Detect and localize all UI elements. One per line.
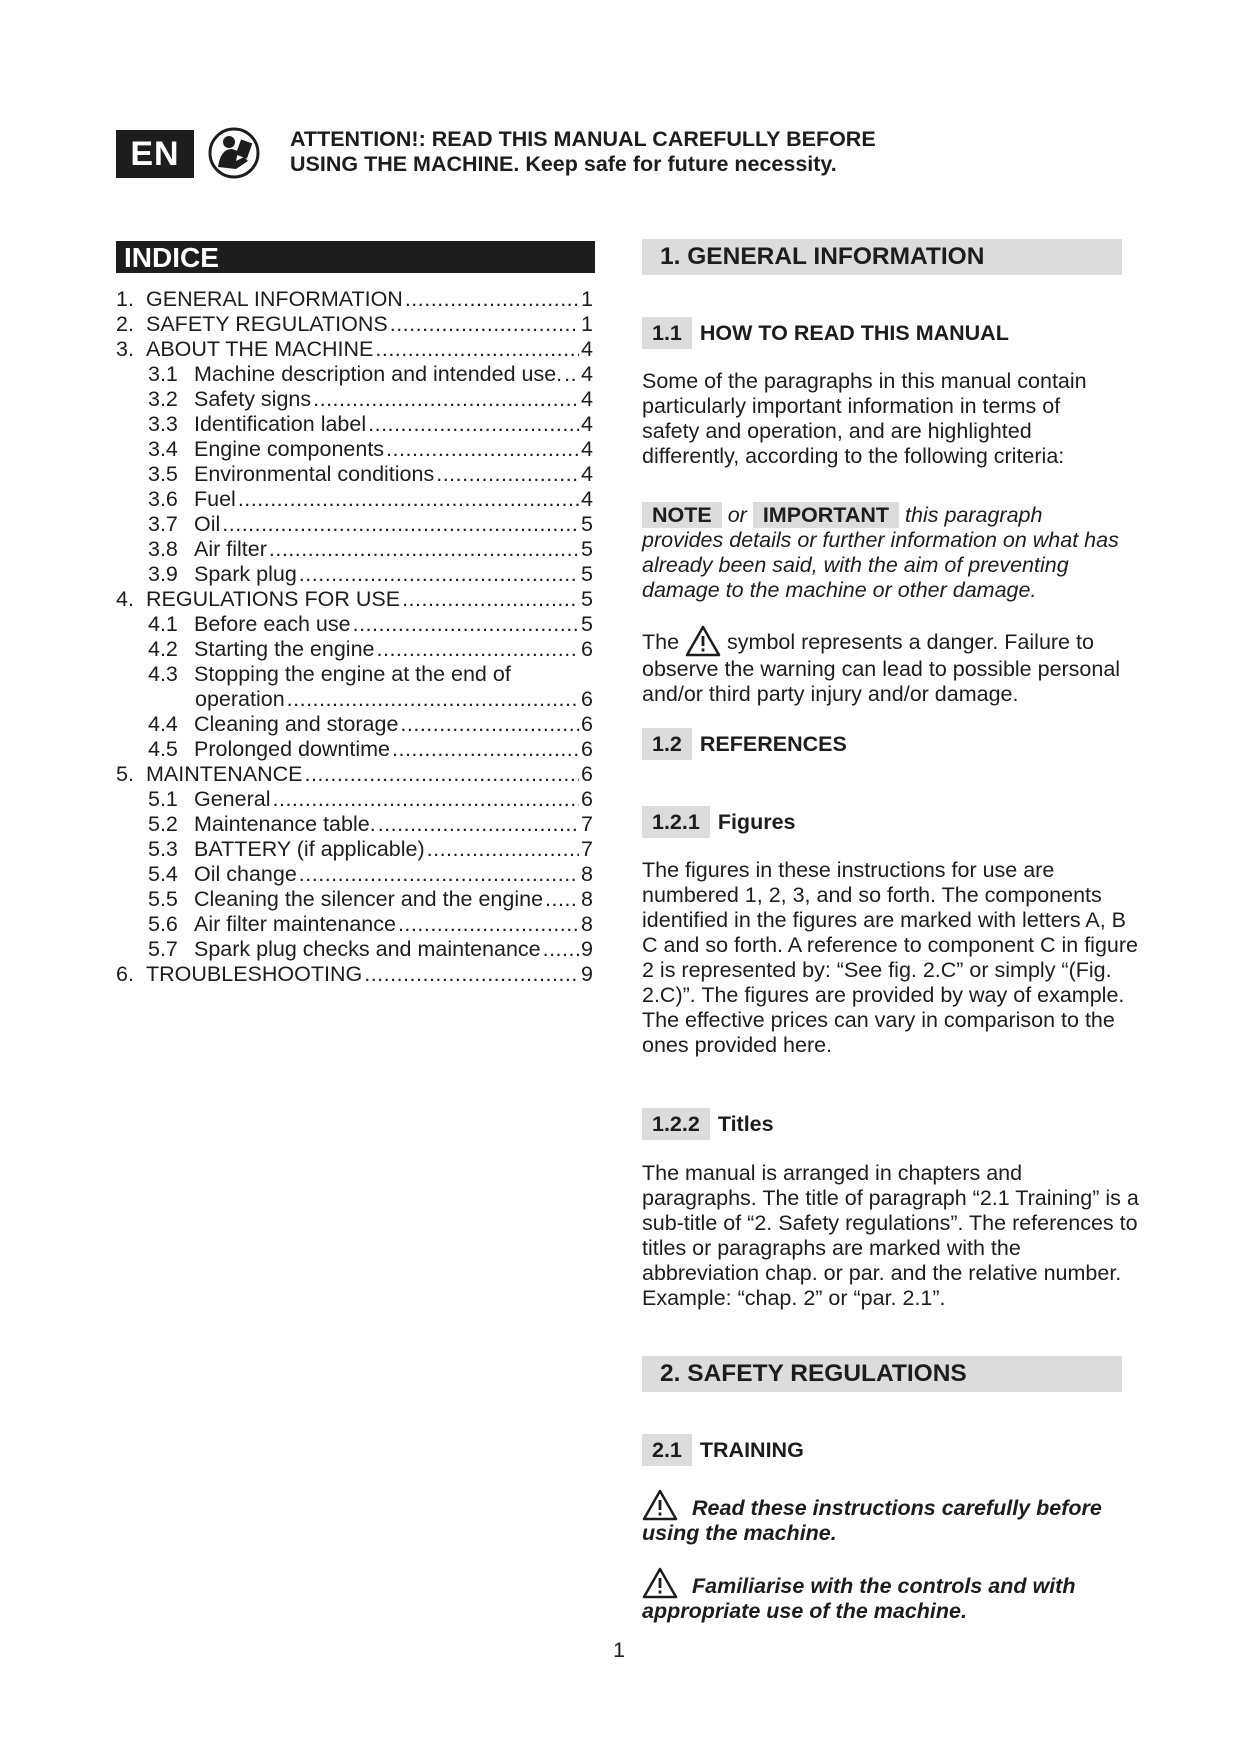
toc-item-page: 5 bbox=[581, 537, 593, 561]
toc-item-title: Prolonged downtime bbox=[194, 737, 391, 761]
toc-item-title: Air filter maintenance bbox=[194, 912, 396, 936]
page-number: 1 bbox=[613, 1638, 625, 1662]
toc-item-page: 9 bbox=[581, 962, 593, 986]
toc-item-number: 4. bbox=[116, 587, 134, 611]
toc-dot-leader bbox=[390, 312, 579, 337]
section-2-heading: 2. SAFETY REGULATIONS bbox=[642, 1356, 1122, 1392]
toc-dot-leader bbox=[287, 687, 579, 712]
toc-item-title: BATTERY (if applicable) bbox=[194, 837, 425, 861]
toc-item-page: 6 bbox=[581, 737, 593, 761]
toc-dot-leader bbox=[377, 637, 580, 662]
toc-item-page: 5 bbox=[581, 612, 593, 636]
toc-item-number: 5.5 bbox=[148, 887, 178, 911]
toc-item-title: Engine components bbox=[194, 437, 385, 461]
toc-item-page: 9 bbox=[581, 937, 593, 961]
read-manual-icon bbox=[208, 127, 260, 179]
toc-item-title: Fuel bbox=[194, 487, 236, 511]
note-paragraph bbox=[642, 502, 1122, 603]
note-text: this paragraph provides details or further information on what has already been said, with the aim of preventing damage to the machine or other damage. bbox=[642, 503, 1119, 602]
section-number: 1.2 bbox=[642, 728, 692, 760]
language-badge: EN bbox=[116, 130, 194, 178]
toc-item-number: 5.4 bbox=[148, 862, 178, 886]
toc-item-page: 5 bbox=[581, 562, 593, 586]
toc-item-title: Before each use bbox=[194, 612, 351, 636]
toc-item-page: 6 bbox=[581, 712, 593, 736]
important-tag: IMPORTANT bbox=[753, 502, 899, 528]
toc-item bbox=[116, 587, 593, 612]
toc-item-page: 1 bbox=[581, 312, 593, 336]
toc-item bbox=[148, 412, 593, 437]
toc-item-page: 5 bbox=[581, 512, 593, 536]
toc-item-page: 7 bbox=[581, 837, 593, 861]
toc-item-title: Oil change bbox=[194, 862, 297, 886]
toc-item bbox=[195, 687, 593, 712]
toc-item-title: operation bbox=[195, 687, 285, 711]
toc-item bbox=[148, 737, 593, 762]
toc-dot-leader bbox=[353, 612, 579, 637]
toc-item bbox=[148, 862, 593, 887]
section-1-1-body: Some of the paragraphs in this manual contain particularly important information in terms of safety and operation, and are highlighted differently, according to the following criteria: bbox=[642, 369, 1087, 468]
toc-item-page: 6 bbox=[581, 637, 593, 661]
toc-item-page: 4 bbox=[581, 387, 593, 411]
attention-notice bbox=[290, 127, 876, 177]
toc-item bbox=[116, 337, 593, 362]
section-title: REFERENCES bbox=[699, 732, 847, 756]
section-number: 2.1 bbox=[642, 1434, 692, 1466]
section-1-heading: 1. GENERAL INFORMATION bbox=[642, 239, 1122, 275]
toc-dot-leader bbox=[378, 812, 579, 837]
toc-item-number: 5.1 bbox=[148, 787, 178, 811]
toc-item bbox=[148, 487, 593, 512]
toc-item-page: 5 bbox=[581, 587, 593, 611]
toc-dot-leader bbox=[269, 537, 579, 562]
toc-item bbox=[148, 537, 593, 562]
danger-symbol-paragraph bbox=[642, 625, 1132, 707]
toc-item-page: 7 bbox=[581, 812, 593, 836]
toc-item bbox=[148, 662, 593, 687]
toc-item-number: 3.7 bbox=[148, 512, 178, 536]
toc-dot-leader bbox=[299, 562, 579, 587]
section-title: TRAINING bbox=[699, 1438, 804, 1462]
section-number: 1.1 bbox=[642, 317, 692, 349]
warning-triangle-icon bbox=[642, 1567, 678, 1599]
toc-item bbox=[148, 637, 593, 662]
section-title: Figures bbox=[717, 810, 796, 834]
toc-item bbox=[148, 937, 593, 962]
toc-item-number: 3.4 bbox=[148, 437, 178, 461]
warning-triangle-icon bbox=[642, 1489, 678, 1521]
toc-item-page: 4 bbox=[581, 412, 593, 436]
toc-item bbox=[148, 362, 593, 387]
toc-item-number: 4.4 bbox=[148, 712, 178, 736]
toc-item bbox=[148, 437, 593, 462]
section-1-1-heading bbox=[642, 317, 1009, 349]
toc-item-page: 4 bbox=[581, 462, 593, 486]
toc-item bbox=[148, 787, 593, 812]
toc-item bbox=[148, 387, 593, 412]
toc-item-number: 3. bbox=[116, 337, 134, 361]
section-title: HOW TO READ THIS MANUAL bbox=[699, 321, 1009, 345]
toc-item bbox=[116, 287, 593, 312]
toc-item-title: Environmental conditions bbox=[194, 462, 435, 486]
toc-title: INDICE bbox=[116, 241, 595, 273]
toc-item-title: Air filter bbox=[194, 537, 267, 561]
toc-item bbox=[116, 312, 593, 337]
attention-line-1: ATTENTION!: READ THIS MANUAL CAREFULLY BEFORE bbox=[290, 127, 876, 151]
note-or: or bbox=[727, 503, 747, 527]
section-number: 1.2.2 bbox=[642, 1108, 710, 1140]
toc-dot-leader bbox=[386, 437, 579, 462]
toc-item-page: 8 bbox=[581, 862, 593, 886]
toc-dot-leader bbox=[436, 462, 579, 487]
section-1-2-1-body: The figures in these instructions for use are numbered 1, 2, 3, and so forth. The components identified in the figures are marked with letters A, B C and so forth. A reference to component C in figure 2 is represented by: “See fig. 2.C” or simply “(Fig. 2.C)”. The figures are provided by way of example. The effective prices can vary in comparison to the ones provided here. bbox=[642, 858, 1138, 1057]
section-title: Titles bbox=[717, 1112, 774, 1136]
toc-item-title: Cleaning the silencer and the engine bbox=[194, 887, 544, 911]
toc-item-page: 4 bbox=[581, 362, 593, 386]
toc-item-title: Identification label bbox=[194, 412, 367, 436]
toc-item-title: General bbox=[194, 787, 271, 811]
toc-item-title: MAINTENANCE bbox=[146, 762, 303, 786]
toc-item-page: 1 bbox=[581, 287, 593, 311]
toc-item-number: 3.9 bbox=[148, 562, 178, 586]
toc-item-title: Starting the engine bbox=[194, 637, 375, 661]
toc-item bbox=[148, 887, 593, 912]
toc-item bbox=[148, 512, 593, 537]
toc-item-title: Spark plug bbox=[194, 562, 297, 586]
attention-line-2: USING THE MACHINE. Keep safe for future necessity. bbox=[290, 152, 837, 176]
toc-item-title: Safety signs bbox=[194, 387, 312, 411]
toc-item-number: 4.3 bbox=[148, 662, 178, 686]
toc-item-number: 6. bbox=[116, 962, 134, 986]
section-number: 1.2.1 bbox=[642, 806, 710, 838]
symbol-pre: The bbox=[642, 630, 680, 654]
toc-dot-leader bbox=[273, 787, 580, 812]
toc-dot-leader bbox=[564, 362, 579, 387]
toc-item-title: GENERAL INFORMATION bbox=[146, 287, 403, 311]
warning-text: Familiarise with the controls and with appropriate use of the machine. bbox=[642, 1574, 1076, 1623]
toc-item-title: Cleaning and storage bbox=[194, 712, 399, 736]
symbol-post: symbol represents a danger. Failure to observe the warning can lead to possible personal and/or third party injury and/or damage. bbox=[642, 630, 1121, 706]
toc-dot-leader bbox=[543, 937, 579, 962]
warning-text: Read these instructions carefully before using the machine. bbox=[642, 1496, 1102, 1545]
toc-item-number: 3.1 bbox=[148, 362, 178, 386]
toc-item bbox=[116, 962, 593, 987]
note-tag: NOTE bbox=[642, 502, 722, 528]
section-2-1-heading bbox=[642, 1434, 804, 1466]
toc-item-number: 3.6 bbox=[148, 487, 178, 511]
toc-item-page: 4 bbox=[581, 487, 593, 511]
toc-dot-leader bbox=[392, 737, 579, 762]
toc-item-number: 4.1 bbox=[148, 612, 178, 636]
toc-item-title: Oil bbox=[194, 512, 221, 536]
toc-item-number: 3.3 bbox=[148, 412, 178, 436]
toc-item-page: 6 bbox=[581, 762, 593, 786]
toc-dot-leader bbox=[364, 962, 579, 987]
toc-dot-leader bbox=[405, 287, 579, 312]
toc-dot-leader bbox=[545, 887, 579, 912]
toc-item bbox=[148, 712, 593, 737]
toc-item-title: Machine description and intended use. bbox=[194, 362, 563, 386]
training-warning-1 bbox=[642, 1489, 1102, 1546]
toc-item-number: 3.2 bbox=[148, 387, 178, 411]
toc-item-page: 6 bbox=[581, 787, 593, 811]
toc-item-number: 2. bbox=[116, 312, 134, 336]
toc-item-number: 4.2 bbox=[148, 637, 178, 661]
toc-item bbox=[148, 812, 593, 837]
toc-item-title: SAFETY REGULATIONS bbox=[146, 312, 388, 336]
toc-item-number: 5. bbox=[116, 762, 134, 786]
training-warning-2 bbox=[642, 1567, 1102, 1624]
toc-dot-leader bbox=[222, 512, 579, 537]
section-1-2-heading bbox=[642, 728, 847, 760]
warning-triangle-icon bbox=[685, 625, 721, 657]
toc-item-number: 5.2 bbox=[148, 812, 178, 836]
toc-item-number: 3.8 bbox=[148, 537, 178, 561]
toc-dot-leader bbox=[375, 337, 579, 362]
toc-dot-leader bbox=[368, 412, 579, 437]
toc-dot-leader bbox=[299, 862, 579, 887]
toc-dot-leader bbox=[238, 487, 579, 512]
toc-item bbox=[148, 912, 593, 937]
toc-item-number: 5.3 bbox=[148, 837, 178, 861]
toc-item bbox=[148, 562, 593, 587]
toc-item-number: 1. bbox=[116, 287, 134, 311]
toc-item-number: 3.5 bbox=[148, 462, 178, 486]
toc-item-title: Maintenance table. bbox=[194, 812, 376, 836]
toc-dot-leader bbox=[400, 712, 579, 737]
toc-item-title: TROUBLESHOOTING bbox=[146, 962, 363, 986]
section-1-2-1-heading bbox=[642, 806, 795, 838]
toc-item bbox=[148, 612, 593, 637]
toc-dot-leader bbox=[313, 387, 579, 412]
toc-item-page: 6 bbox=[581, 687, 593, 711]
toc-item-title: REGULATIONS FOR USE bbox=[146, 587, 401, 611]
toc-dot-leader bbox=[304, 762, 579, 787]
toc-item bbox=[148, 837, 593, 862]
toc-item-page: 4 bbox=[581, 337, 593, 361]
toc-item-number: 5.6 bbox=[148, 912, 178, 936]
toc-item-page: 8 bbox=[581, 912, 593, 936]
toc-item-title: Stopping the engine at the end of bbox=[194, 662, 511, 686]
toc-item-page: 8 bbox=[581, 887, 593, 911]
section-1-2-2-heading bbox=[642, 1108, 774, 1140]
toc-item-title: ABOUT THE MACHINE bbox=[146, 337, 374, 361]
toc-dot-leader bbox=[402, 587, 579, 612]
toc-item-number: 4.5 bbox=[148, 737, 178, 761]
toc-item-page: 4 bbox=[581, 437, 593, 461]
section-1-2-2-body: The manual is arranged in chapters and paragraphs. The title of paragraph “2.1 Training” is a sub-title of “2. Safety regulations”. The references to titles or paragraphs are marked with the abbreviation chap. or par. and the relative number. Example: “chap. 2” or “par. 2.1”. bbox=[642, 1161, 1139, 1310]
toc-dot-leader bbox=[398, 912, 579, 937]
toc-item-number: 5.7 bbox=[148, 937, 178, 961]
toc-item-title: Spark plug checks and maintenance bbox=[194, 937, 541, 961]
toc-item bbox=[148, 462, 593, 487]
toc-item bbox=[116, 762, 593, 787]
toc-dot-leader bbox=[427, 837, 579, 862]
